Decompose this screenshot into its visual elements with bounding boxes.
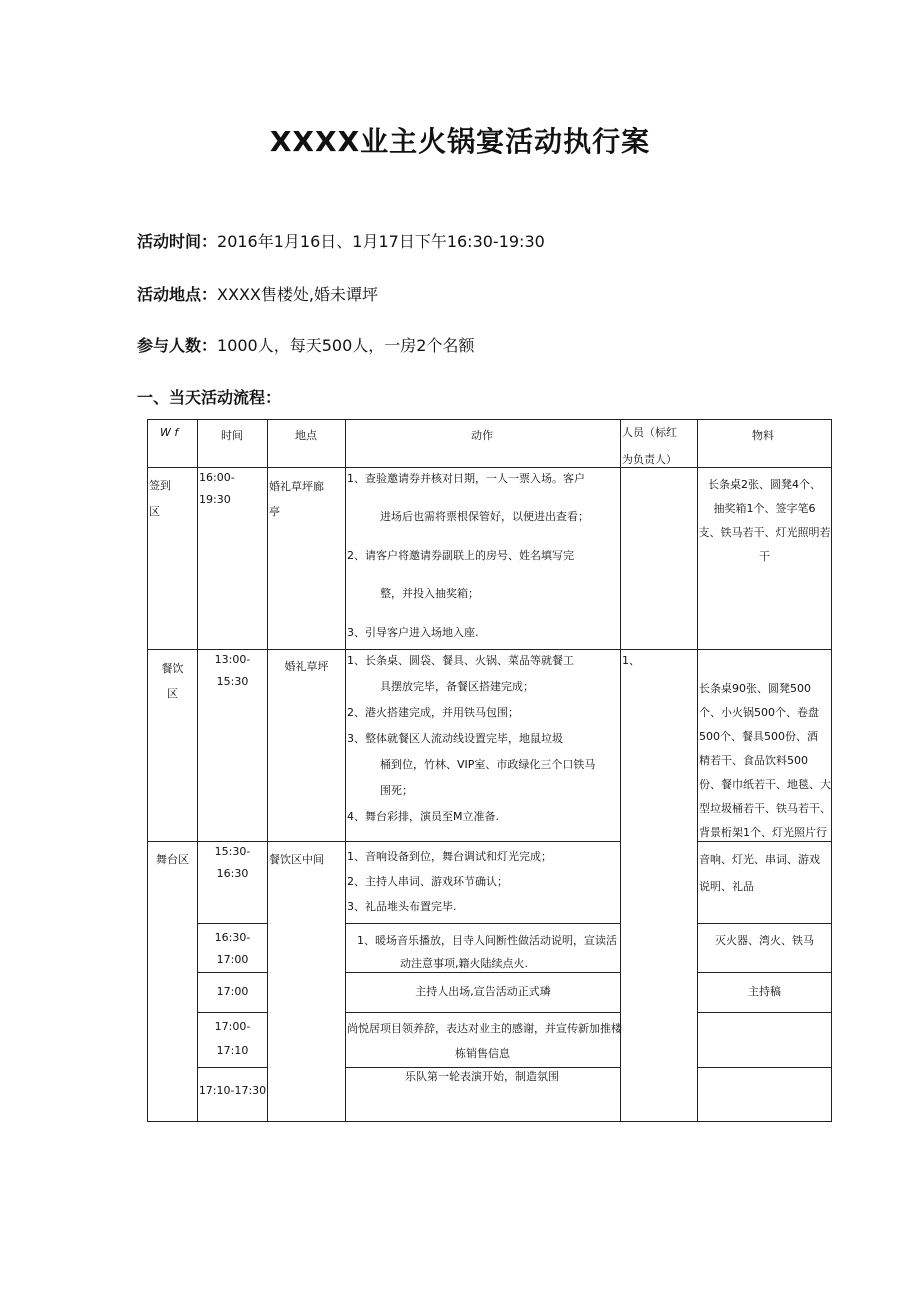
row2-materials-l6: 型垃圾桶若干、铁马若干、 (699, 802, 831, 815)
sub5-materials-cell (697, 1067, 832, 1122)
row3-area-cell (147, 841, 198, 1122)
sub1-action-l2: 2、主持人串词、游戏环节确认； (347, 875, 508, 888)
row2-time-l1: 13:00- (214, 653, 251, 666)
sub2-materials-l1: 灭火器、湾火、铁马 (715, 934, 814, 947)
row1-place-l1: 婚礼草坪廊 (269, 480, 324, 493)
sub1-action-l1: 1、音响设备到位，舞台调试和灯光完成； (347, 850, 552, 863)
sub4-time-l1: 17:00- (214, 1020, 251, 1033)
sub5-action-l1: 乐队第一轮表演开始，制造氛围 (405, 1070, 559, 1083)
row2-materials-l7: 背景桁架1个、灯光照片行 (699, 826, 827, 839)
sub1-action-l3: 3、礼品堆头布置完毕. (347, 900, 457, 913)
header-action: 动作 (471, 429, 493, 442)
header-staff-line1: 人员（标红 (622, 426, 677, 439)
meta-attendance-value: 1000人，每天500人，一房2个名额 (217, 336, 475, 355)
header-materials: 物料 (752, 429, 774, 442)
row1-materials-l3: 支、铁马若干、灯光照明若 (698, 526, 831, 539)
row2-area-l2: 区 (167, 687, 178, 700)
row2-materials-l1: 长条桌90张、圆凳500 (699, 682, 811, 695)
meta-location-label: 活动地点： (137, 285, 218, 304)
sub2-action-l1: 1、暖场音乐播放，目寺人间断性做活动说明，宣读活 (357, 934, 617, 947)
meta-location (137, 282, 378, 305)
sub1-time-l1: 15:30- (214, 845, 251, 858)
header-staff-line2: 为负责人） (622, 453, 677, 466)
row2-action-l2: 具摆放完毕，备餐区搭建完成； (380, 680, 534, 693)
row2-action-l4: 3、整体就餐区人流动线设置完毕，地鼠垃圾 (347, 732, 563, 745)
row2-materials-l4: 精若干、食品饮料500 (699, 754, 808, 767)
row2-time-l2: 15:30 (216, 675, 249, 688)
sub1-materials-l2: 说明、礼品 (699, 880, 754, 893)
section-title: 一、当天活动流程： (137, 388, 282, 407)
row1-area-l1: 签到 (149, 479, 171, 492)
sub3-action-l1: 主持人出场,宣告活动正式璘 (415, 985, 551, 998)
row2-materials-l5: 份、餐巾纸若干、地毯、大 (699, 778, 831, 791)
row1-materials-l4: 干 (759, 550, 770, 563)
row1-materials-l2: 抽奖箱1个、签字笔6 (713, 502, 816, 515)
sub4-action-l2: 栋销售信息 (455, 1047, 510, 1060)
sub2-action-l2: 动注意事项,籍火陆续点火. (400, 957, 528, 970)
meta-time-label: 活动时间： (137, 232, 218, 251)
row1-action-l2: 进场后也需将票根保管好，以便进出查看； (380, 510, 589, 523)
row2-area-l1: 餐饮 (161, 662, 184, 675)
row1-place-l2: 亭 (269, 505, 280, 518)
sub4-action-l1: 尚悦居项目领养辞，表达对业主的感谢，并宣传新加推楼 (347, 1022, 622, 1035)
sub3-materials-l1: 主持稿 (748, 985, 781, 998)
row3-place-cell (267, 841, 346, 1122)
row3-place-l1: 餐饮区中间 (269, 853, 324, 866)
sub1-time-l2: 16:30 (216, 867, 249, 880)
row2-staff-l1: 1、 (622, 654, 640, 667)
row2-action-l3: 2、港火搭建完成，并用铁马包围； (347, 706, 519, 719)
header-area: W f (160, 426, 179, 439)
sub4-materials-cell (697, 1012, 832, 1068)
row1-staff-cell (620, 467, 698, 650)
row1-action-l3: 2、请客户将邀请券副联上的房号、姓名填写完 (347, 549, 574, 562)
meta-location-value: XXXX售楼处,婚未谭坪 (217, 285, 378, 304)
meta-attendance-label: 参与人数： (137, 336, 218, 355)
row1-area-l2: 区 (149, 505, 160, 518)
row1-time-l1: 16:00- (199, 471, 235, 484)
document-title: XXXX业主火锅宴活动执行案 (269, 125, 651, 158)
sub3-time-l1: 17:00 (216, 985, 249, 998)
row1-action-l1: 1、查验邀请券并核对日期，一人一票入场。客户 (347, 472, 585, 485)
row1-action-l4: 整，并投入抽奖箱； (380, 587, 479, 600)
row2-place-cell (267, 649, 346, 842)
sub5-time-l1: 17:10-17:30 (198, 1084, 267, 1097)
header-place: 地点 (295, 429, 317, 442)
row2-staff-cell (620, 649, 698, 1122)
sub2-time-l1: 16:30- (214, 931, 251, 944)
row2-place-l1: 婚礼草坪 (284, 660, 329, 673)
sub1-materials-l1: 音响、灯光、串词、游戏 (699, 853, 820, 866)
row2-action-l6: 围死； (380, 784, 413, 797)
meta-attendance (137, 333, 474, 356)
sub4-time-l2: 17:10 (216, 1044, 249, 1057)
row2-action-l1: 1、长条桌、圆袋、餐具、火锅、菜品等就餐工 (347, 654, 574, 667)
row2-action-l7: 4、舞台彩排，演员至M立准备. (347, 810, 499, 823)
header-time: 时间 (221, 429, 243, 442)
meta-time-value: 2016年1月16日、1月17日下午16:30-19:30 (217, 232, 545, 251)
row1-action-l5: 3、引导客户进入场地入座. (347, 626, 479, 639)
row2-materials-l3: 500个、餐具500份、酒 (699, 730, 818, 743)
row2-action-l5: 桶到位，竹林、VIP室、市政绿化三个口铁马 (380, 758, 596, 771)
row1-materials-l1: 长条桌2张、圆凳4个、 (708, 478, 821, 491)
row2-materials-l2: 个、小火锅500个、卷盘 (699, 706, 819, 719)
sub2-time-l2: 17:00 (216, 953, 249, 966)
meta-time (137, 229, 545, 252)
row1-time-l2: 19:30 (199, 493, 231, 506)
row3-area-l1: 舞台区 (156, 853, 189, 866)
